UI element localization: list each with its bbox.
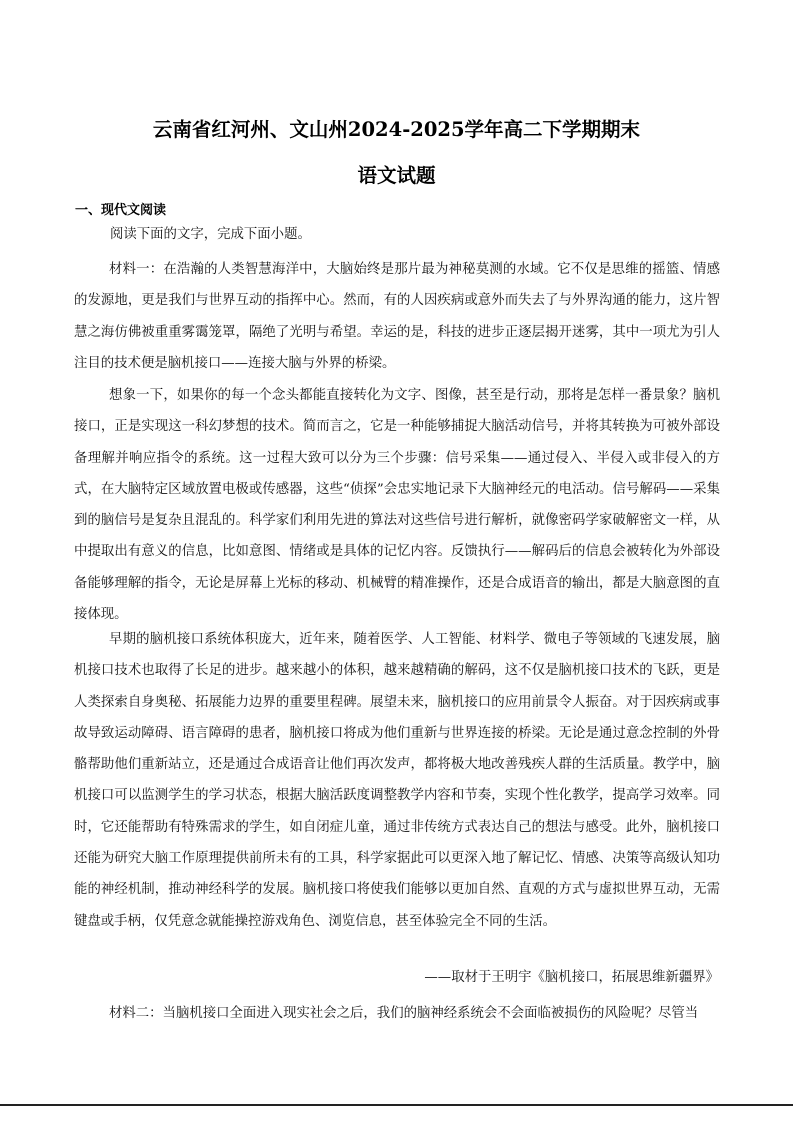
paragraph: 早期的脑机接口系统体积庞大，近年来，随着医学、人工智能、材料学、微电子等领域的飞速发展，脑机接口技术也取得了长足的进步。越来越小的体积，越来越精确的解码，这不仅是脑机接口技术的飞跃，更是人类探索自身奥秘、拓展能力边界的重要里程碑。展望未来，脑机接口的应用前景令人振奋。对于因疾病或事故导致运动障碍、语言障碍的患者，脑机接口将成为他们重新与世界连接的桥梁。无论是通过意念控制的外骨骼帮助他们重新站立，还是通过合成语音让他们再次发声，都将极大地改善残疾人群的生活质量。教学中，脑机接口可以监测学生的学习状态，根据大脑活跃度调整教学内容和节奏，实现个性化教学，提高学习效率。同时，它还能帮助有特殊需求的学生，如自闭症儿童，通过非传统方式表达自己的想法与感受。此外，脑机接口还能为研究大脑工作原理提供前所未有的工具，科学家据此可以更深入地了解记忆、情感、决策等高级认知功能的神经机制，推动神经科学的发展。脑机接口将使我们能够以更加自然、直观的方式与虚拟世界互动，无需键盘或手柄，仅凭意念就能操控游戏角色、浏览信息，甚至体验完全不同的生活。 [74,632,720,929]
paragraph-material-one-intro [74,254,720,379]
document-subtitle: 语文试题 [357,164,436,187]
source-citation: ——取材于王明宇《脑机接口，拓展思维新疆界》 [424,970,719,985]
paragraph-bci-steps [74,380,720,630]
paragraph-material-two [74,998,720,1029]
instruction-text: 阅读下面的文字，完成下面小题。 [110,227,311,242]
section-heading: 一、现代文阅读 [75,203,167,218]
paragraph-bci-prospects [74,624,720,937]
paragraph: 想象一下，如果你的每一个念头都能直接转化为文字、图像，甚至是行动，那将是怎样一番景象？脑机接口，正是实现这一科幻梦想的技术。简而言之，它是一种能够捕捉大脑活动信号，并将其转换为可被外部设备理解并响应指令的系统。这一过程大致可以分为三个步骤：信号采集——通过侵入、半侵入或非侵入的方式，在大脑特定区域放置电极或传感器，这些“侦探”会忠实地记录下大脑神经元的电活动。信号解码——采集到的脑信号是复杂且混乱的。科学家们利用先进的算法对这些信号进行解析，就像密码学家破解密文一样，从中提取出有意义的信息，比如意图、情绪或是具体的记忆内容。反馈执行——解码后的信息会被转化为外部设备能够理解的指令，无论是屏幕上光标的移动、机械臂的精准操作，还是合成语音的输出，都是大脑意图的直接体现。 [74,388,720,623]
paragraph: 材料二：当脑机接口全面进入现实社会之后，我们的脑神经系统会不会面临被损伤的风险呢？尽管当 [109,1006,699,1021]
document-title: 云南省红河州、文山州2024-2025学年高二下学期期末 [152,118,641,141]
paragraph: 材料一：在浩瀚的人类智慧海洋中，大脑始终是那片最为神秘莫测的水域。它不仅是思维的摇篮、情感的发源地，更是我们与世界互动的指挥中心。然而，有的人因疾病或意外而失去了与外界沟通的能力，这片智慧之海仿佛被重重雾霭笼罩，隔绝了光明与希望。幸运的是，科技的进步正逐层揭开迷雾，其中一项尤为引人注目的技术便是脑机接口——连接大脑与外界的桥梁。 [74,262,720,371]
page-bottom-rule [0,1104,793,1106]
